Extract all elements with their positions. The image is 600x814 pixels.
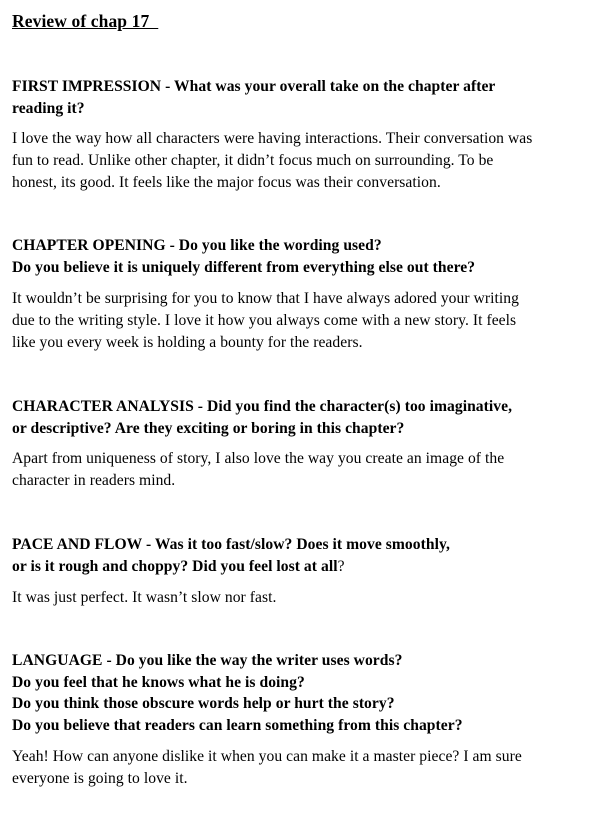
heading-suffix: ? bbox=[337, 557, 345, 575]
section-heading-chapter-opening bbox=[12, 235, 597, 278]
body-line: Apart from uniqueness of story, I also love the way you create an image of the bbox=[12, 450, 505, 467]
heading-line: or is it rough and choppy? Did you feel lost at all bbox=[12, 557, 338, 575]
heading-line: CHARACTER ANALYSIS - Did you find the character(s) too imaginative, bbox=[12, 398, 513, 415]
body-line: character in readers mind. bbox=[12, 472, 176, 489]
body-line: like you every week is holding a bounty for the readers. bbox=[12, 334, 363, 351]
heading-line: or descriptive? Are they exciting or boring in this chapter? bbox=[12, 419, 405, 437]
section-heading-first-impression bbox=[12, 76, 597, 119]
body-line: I love the way how all characters were having interactions. Their conversation was bbox=[12, 130, 533, 147]
heading-line: PACE AND FLOW - Was it too fast/slow? Does it move smoothly, bbox=[12, 536, 450, 553]
heading-line: Do you think those obscure words help or hurt the story? bbox=[12, 695, 395, 712]
body-line: It wouldn’t be surprising for you to know that I have always adored your writing bbox=[12, 290, 519, 307]
section-body-language bbox=[12, 746, 597, 790]
page-title: Review of chap 17 bbox=[12, 11, 159, 31]
section-body-character-analysis bbox=[12, 448, 597, 492]
heading-line: CHAPTER OPENING - Do you like the wording used? bbox=[12, 237, 382, 254]
body-line: everyone is going to love it. bbox=[12, 770, 188, 787]
body-line: It was just perfect. It wasn’t slow nor fast. bbox=[12, 589, 277, 606]
section-body-pace-and-flow bbox=[12, 587, 597, 609]
body-line: Yeah! How can anyone dislike it when you can make it a master piece? I am sure bbox=[12, 748, 522, 765]
section-body-chapter-opening bbox=[12, 288, 597, 354]
section-heading-language bbox=[12, 650, 597, 736]
heading-line: Do you believe that readers can learn something from this chapter? bbox=[12, 716, 463, 734]
heading-line: FIRST IMPRESSION - What was your overall take on the chapter after bbox=[12, 78, 496, 95]
heading-line: Do you feel that he knows what he is doing? bbox=[12, 673, 305, 691]
body-line: honest, its good. It feels like the major focus was their conversation. bbox=[12, 174, 441, 191]
body-line: due to the writing style. I love it how you always come with a new story. It feels bbox=[12, 312, 517, 329]
heading-line: reading it? bbox=[12, 99, 85, 117]
section-body-first-impression bbox=[12, 128, 597, 194]
heading-line: Do you believe it is uniquely different from everything else out there? bbox=[12, 258, 476, 276]
body-line: fun to read. Unlike other chapter, it didn’t focus much on surrounding. To be bbox=[12, 152, 494, 169]
section-heading-character-analysis bbox=[12, 396, 597, 439]
section-heading-pace-and-flow bbox=[12, 534, 597, 577]
heading-line: LANGUAGE - Do you like the way the writer uses words? bbox=[12, 652, 403, 669]
